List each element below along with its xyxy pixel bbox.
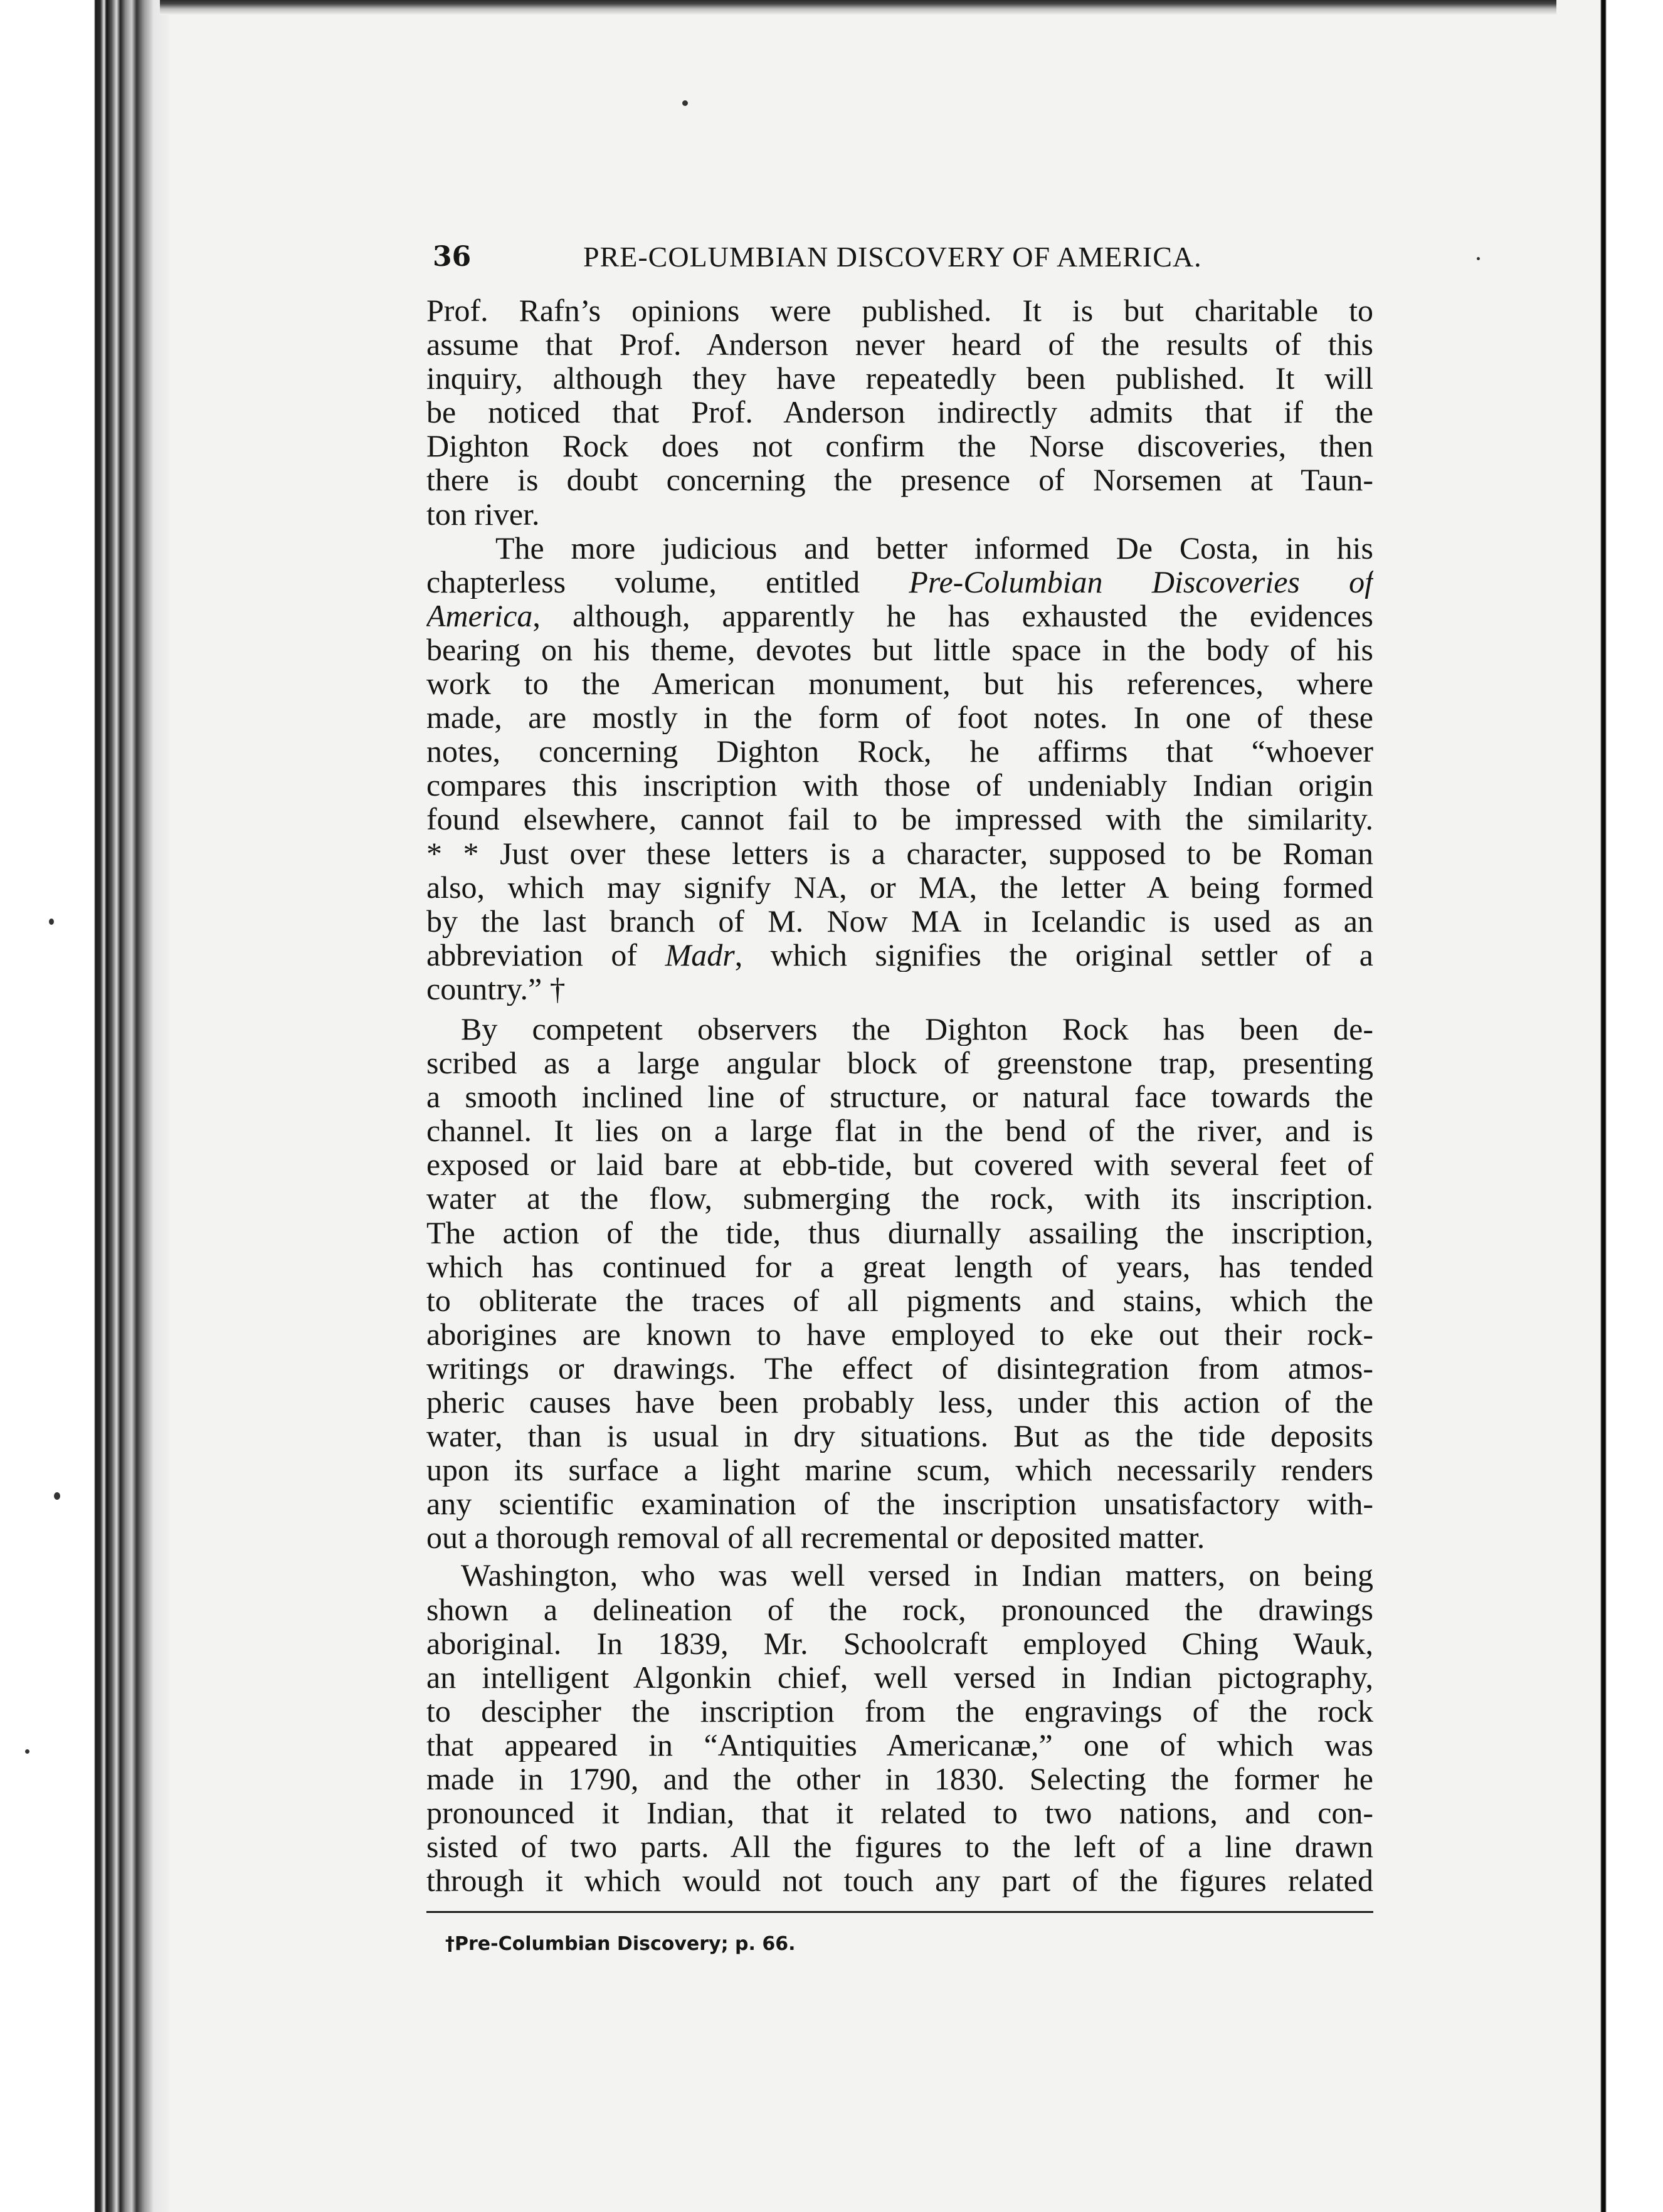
text-line: by the last branch of M. Now MA in Icelandic is used as an bbox=[426, 903, 1373, 938]
paragraph-1 bbox=[426, 293, 1373, 531]
text-line: be noticed that Prof. Anderson indirectly admits that if the bbox=[426, 395, 1373, 429]
footnote: †Pre-Columbian Discovery; p. 66. bbox=[445, 1933, 796, 1956]
text-line: made in 1790, and the other in 1830. Selecting the former he bbox=[426, 1762, 1373, 1796]
text-line: water, than is usual in dry situations. But as the tide deposits bbox=[426, 1419, 1373, 1453]
text-line: The more judicious and better informed De Costa, in his bbox=[495, 530, 1373, 565]
text-block bbox=[426, 238, 1373, 1957]
text-line: a smooth inclined line of structure, or natural face towards the bbox=[426, 1080, 1373, 1114]
text-line: scribed as a large angular block of greenstone trap, presenting bbox=[426, 1046, 1373, 1080]
paragraph-3 bbox=[426, 1012, 1373, 1555]
text-line: found elsewhere, cannot fail to be impressed with the similarity. bbox=[426, 802, 1373, 836]
text-line: that appeared in “Antiquities Americanæ,” one of which was bbox=[426, 1727, 1373, 1762]
text-line: channel. It lies on a large flat in the bend of the river, and is bbox=[426, 1114, 1373, 1148]
text-line: aboriginal. In 1839, Mr. Schoolcraft employed Ching Wauk, bbox=[426, 1626, 1373, 1660]
text-line: America, although, apparently he has exhausted the evidences bbox=[426, 598, 1373, 633]
text-line: water at the flow, submerging the rock, with its inscription. bbox=[426, 1181, 1373, 1216]
page-right-edge bbox=[1556, 0, 1663, 2212]
paragraph-4 bbox=[426, 1558, 1373, 1897]
italic-title: Madr bbox=[665, 937, 735, 972]
text-line: an intelligent Algonkin chief, well versed in Indian pictography, bbox=[426, 1660, 1373, 1694]
text-line: inquiry, although they have repeatedly been published. It will bbox=[426, 361, 1373, 396]
paragraph-2 bbox=[426, 531, 1373, 1006]
text-line: sisted of two parts. All the figures to the left of a line drawn bbox=[426, 1830, 1373, 1864]
text-line: there is doubt concerning the presence of Norsemen at Taun- bbox=[426, 463, 1373, 497]
text-line: The action of the tide, thus diurnally assailing the inscription, bbox=[426, 1215, 1373, 1250]
text-line: notes, concerning Dighton Rock, he affirms that “whoever bbox=[426, 734, 1373, 769]
text-line: Dighton Rock does not confirm the Norse discoveries, then bbox=[426, 429, 1373, 463]
italic-title: Pre-Columbian Discoveries of bbox=[909, 564, 1373, 599]
text-line: Washington, who was well versed in Indian matters, on being bbox=[461, 1558, 1373, 1593]
text-line: ton river. bbox=[426, 497, 540, 531]
text-line: chapterless volume, entitled Pre-Columbian Discoveries of bbox=[426, 564, 1373, 599]
page-number: 36 bbox=[433, 241, 472, 273]
italic-title: America bbox=[426, 598, 533, 633]
footnote-rule bbox=[426, 1911, 1373, 1913]
text-line: to obliterate the traces of all pigments and stains, which the bbox=[426, 1283, 1373, 1317]
text-line: writings or drawings. The effect of disintegration from atmos- bbox=[426, 1351, 1373, 1385]
text-line: aborigines are known to have employed to eke out their rock- bbox=[426, 1317, 1373, 1351]
running-title: PRE-COLUMBIAN DISCOVERY OF AMERICA. bbox=[583, 241, 1202, 273]
text-line: Prof. Rafn’s opinions were published. It is but charitable to bbox=[426, 293, 1373, 328]
book-binding-edge bbox=[0, 0, 169, 2212]
text-line: any scientific examination of the inscription unsatisfactory with- bbox=[426, 1487, 1373, 1521]
text-line: assume that Prof. Anderson never heard of the results of this bbox=[426, 327, 1373, 362]
text-line: By competent observers the Dighton Rock has been de- bbox=[461, 1011, 1373, 1046]
running-head bbox=[426, 238, 1373, 282]
text-line: upon its surface a light marine scum, which necessarily renders bbox=[426, 1453, 1373, 1487]
text-line: through it which would not touch any part of the figures related bbox=[426, 1863, 1373, 1898]
text-line: made, are mostly in the form of foot notes. In one of these bbox=[426, 700, 1373, 735]
text-line: work to the American monument, but his references, where bbox=[426, 666, 1373, 701]
text-line: bearing on his theme, devotes but little space in the body of his bbox=[426, 632, 1373, 667]
text-line: to descipher the inscription from the engravings of the rock bbox=[426, 1693, 1373, 1728]
text-line: * * Just over these letters is a character, supposed to be Roman bbox=[426, 836, 1373, 870]
body-text bbox=[426, 293, 1373, 1897]
text-line: which has continued for a great length of years, has tended bbox=[426, 1249, 1373, 1283]
text-line: exposed or laid bare at ebb-tide, but covered with several feet of bbox=[426, 1147, 1373, 1182]
text-line: compares this inscription with those of undeniably Indian origin bbox=[426, 768, 1373, 803]
text-line: abbreviation of Madr, which signifies the original settler of a bbox=[426, 937, 1373, 972]
text-line: out a thorough removal of all recremental or deposited matter. bbox=[426, 1520, 1205, 1555]
page-top-edge bbox=[160, 0, 1652, 15]
text-line: shown a delineation of the rock, pronounced the drawings bbox=[426, 1592, 1373, 1626]
text-line: country.” † bbox=[426, 971, 566, 1006]
text-line: pheric causes have been probably less, under this action of the bbox=[426, 1385, 1373, 1419]
text-line: also, which may signify NA, or MA, the letter A being formed bbox=[426, 870, 1373, 904]
text-line: pronounced it Indian, that it related to two nations, and con- bbox=[426, 1796, 1373, 1830]
